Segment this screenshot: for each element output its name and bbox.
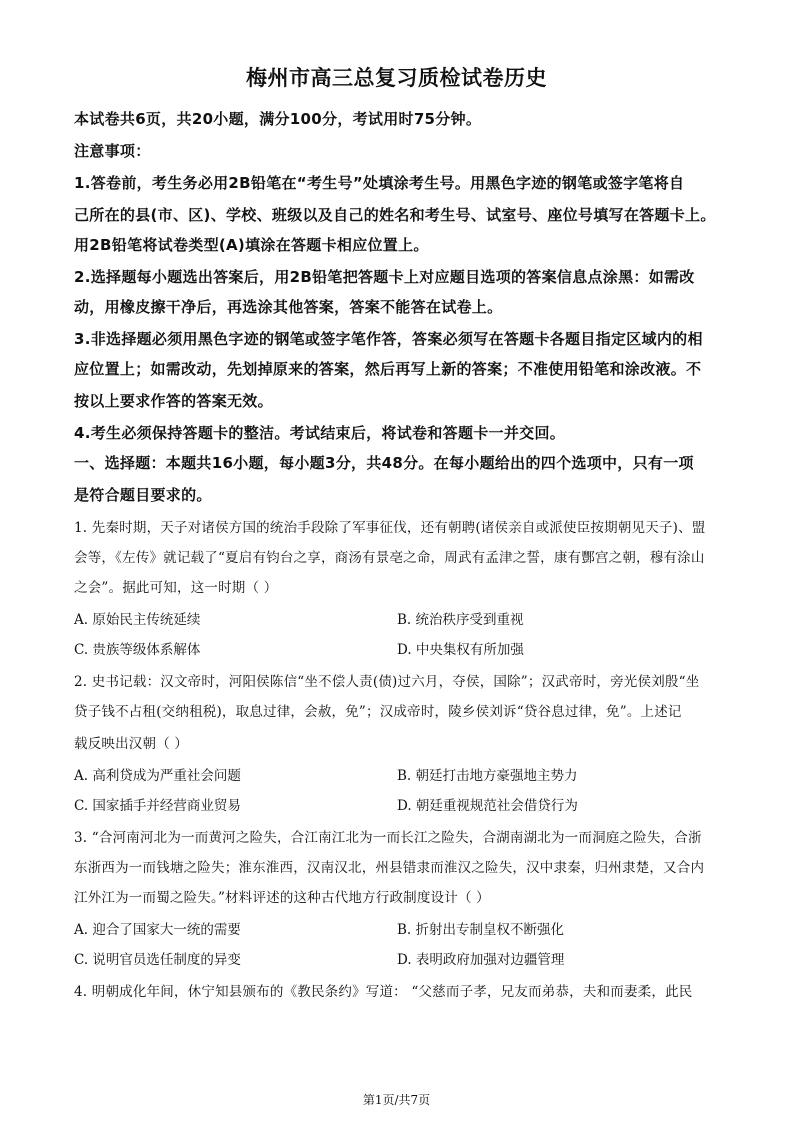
- question-1-line: 1. 先秦时期，天子对诸侯方国的统治手段除了军事征伐，还有朝聘(诸侯亲自或派使臣按期朝见天子)、盟: [74, 520, 706, 536]
- option-c: C. 说明官员选任制度的异变: [74, 952, 241, 968]
- note-line: 4.考生必须保持答题卡的整洁。考试结束后，将试卷和答题卡一并交回。: [74, 424, 566, 442]
- option-c: C. 国家插手并经营商业贸易: [74, 798, 241, 814]
- question-1-line: 会等，《左传》就记载了“夏启有钧台之享，商汤有景亳之命，周武有孟津之誓，康有酆宫之朝，穆有涂山: [74, 550, 705, 566]
- question-2-line: 2. 史书记载：汉文帝时，河阳侯陈信“坐不偿人责(债)过六月，夺侯，国除”；汉武帝时，旁光侯刘殷“坐: [74, 674, 700, 690]
- question-3-line: 东浙西为一而钱塘之险失；淮东淮西，汉南汉北，州县错隶而淮汉之险失，汉中隶秦，归州隶楚，又合内: [74, 860, 705, 876]
- question-2-line: 载反映出汉朝（ ）: [74, 736, 189, 752]
- note-line: 按以上要求作答的答案无效。: [74, 392, 273, 410]
- note-line: 用2B铅笔将试卷类型(A)填涂在答题卡相应位置上。: [74, 236, 429, 254]
- question-3-line: 3. “合河南河北为一而黄河之险失，合江南江北为一而长江之险失，合湖南湖北为一而洞庭之险失，合浙: [74, 830, 702, 846]
- intro-line: 本试卷共6页，共20小题，满分100分，考试用时75分钟。: [74, 110, 482, 128]
- option-b: B. 统治秩序受到重视: [397, 612, 524, 628]
- question-1-line: 之会”。据此可知，这一时期（ ）: [74, 580, 278, 596]
- note-line: 动，用橡皮擦干净后，再选涂其他答案，答案不能答在试卷上。: [74, 298, 503, 316]
- note-line: 1.答卷前，考生务必用2B铅笔在“考生号”处填涂考生号。用黑色字迹的钢笔或签字笔将自: [74, 174, 685, 192]
- note-line: 应位置上；如需改动，先划掉原来的答案，然后再写上新的答案；不准使用铅笔和涂改液。不: [74, 360, 702, 378]
- option-a: A. 原始民主传统延续: [74, 612, 201, 628]
- question-4-line: 4. 明朝成化年间，休宁知县颁布的《教民条约》写道： “父慈而子孝，兄友而弟恭，夫和而妻柔，此民: [74, 984, 693, 1000]
- option-b: B. 折射出专制皇权不断强化: [397, 922, 565, 938]
- option-d: D. 表明政府加强对边疆管理: [397, 952, 565, 968]
- option-d: D. 朝廷重视规范社会借贷行为: [397, 798, 578, 814]
- page-title: 梅州市高三总复习质检试卷历史: [246, 66, 547, 90]
- section-heading: 是符合题目要求的。: [74, 486, 212, 504]
- note-line: 2.选择题每小题选出答案后，用2B铅笔把答题卡上对应题目选项的答案信息点涂黑：如需改: [74, 268, 695, 286]
- option-d: D. 中央集权有所加强: [397, 642, 524, 658]
- option-a: A. 迎合了国家大一统的需要: [74, 922, 241, 938]
- section-heading: 一、选择题：本题共16小题，每小题3分，共48分。在每小题给出的四个选项中，只有一项: [74, 454, 694, 472]
- notes-heading: 注意事项：: [74, 142, 151, 160]
- option-c: C. 贵族等级体系解体: [74, 642, 201, 658]
- page-footer: 第1页/共7页: [362, 1093, 431, 1107]
- option-b: B. 朝廷打击地方豪强地主势力: [397, 768, 578, 784]
- note-line: 己所在的县(市、区)、学校、班级以及自己的姓名和考生号、试室号、座位号填写在答题卡上。: [74, 206, 716, 224]
- option-a: A. 高利贷成为严重社会问题: [74, 768, 241, 784]
- question-3-line: 江外江为一而蜀之险失。”材料评述的这种古代地方行政制度设计（ ）: [74, 890, 490, 906]
- question-2-line: 贷子钱不占租(交纳租税)，取息过律，会赦，免”；汉成帝时，陵乡侯刘诉“贷谷息过律，免”。上述记: [74, 704, 682, 720]
- note-line: 3.非选择题必须用黑色字迹的钢笔或签字笔作答，答案必须写在答题卡各题目指定区域内的相: [74, 330, 703, 348]
